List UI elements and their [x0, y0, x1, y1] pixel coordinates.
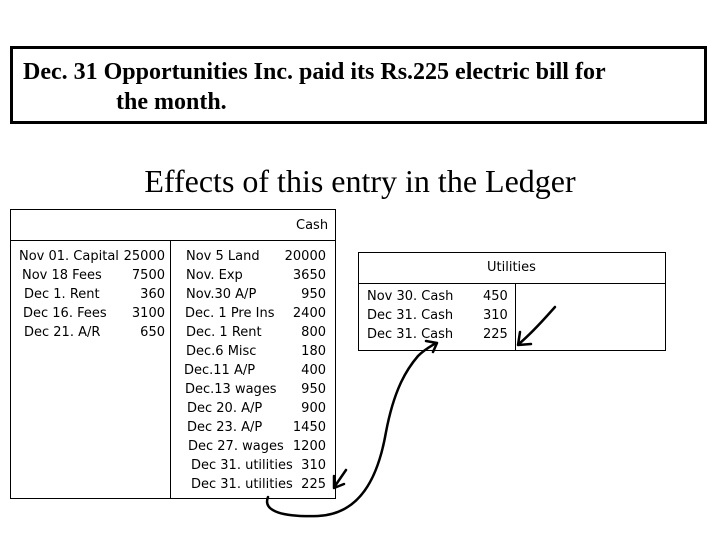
- entry-amount: 20000: [284, 249, 326, 264]
- entry-description-line-2: the month.: [116, 89, 227, 115]
- entry-amount: 3100: [131, 306, 165, 321]
- entry-amount: 360: [140, 287, 165, 302]
- entry-amount: 180: [301, 344, 326, 359]
- cash-title: Cash: [296, 218, 329, 233]
- entry-amount: 650: [140, 325, 165, 340]
- utilities-title: Utilities: [487, 260, 536, 275]
- entry-label: Nov. Exp: [186, 268, 243, 283]
- entry-description-line-1: Dec. 31 Opportunities Inc. paid its Rs.225 electric bill for: [23, 59, 606, 85]
- entry-label: Nov 18 Fees: [22, 268, 102, 283]
- entry-label: Nov 01. Capital: [19, 249, 119, 264]
- entry-amount: 2400: [292, 306, 326, 321]
- entry-label: Dec 31. utilities: [191, 477, 293, 492]
- entry-label: Dec 27. wages: [188, 439, 284, 454]
- entry-label: Dec.6 Misc: [186, 344, 257, 359]
- entry-amount: 7500: [131, 268, 165, 283]
- entry-amount: 310: [301, 458, 326, 473]
- utilities-debit-amount: 225: [483, 327, 508, 342]
- entry-label: Dec 20. A/P: [187, 401, 263, 416]
- entry-label: Dec 16. Fees: [23, 306, 107, 321]
- entry-amount: 400: [301, 363, 326, 378]
- entry-label: Nov 5 Land: [186, 249, 260, 264]
- entry-label: Dec.11 A/P: [184, 363, 256, 378]
- entry-label: Dec 21. A/R: [24, 325, 101, 340]
- page-heading: Effects of this entry in the Ledger: [144, 163, 576, 199]
- utilities-debit-label: Dec 31. Cash: [367, 308, 454, 323]
- curved-arrow-icon: [267, 343, 436, 516]
- utilities-debit-label: Dec 31. Cash: [367, 327, 454, 342]
- entry-amount: 1200: [292, 439, 326, 454]
- entry-label: Dec 23. A/P: [187, 420, 263, 435]
- utilities-debit-label: Nov 30. Cash: [367, 289, 454, 304]
- entry-amount: 225: [301, 477, 326, 492]
- entry-label: Dec. 1 Pre Ins: [185, 306, 275, 321]
- utilities-debit-amount: 310: [483, 308, 508, 323]
- entry-amount: 900: [301, 401, 326, 416]
- entry-amount: 25000: [123, 249, 165, 264]
- entry-label: Dec 1. Rent: [24, 287, 100, 302]
- entry-amount: 800: [301, 325, 326, 340]
- entry-label: Dec.13 wages: [185, 382, 277, 397]
- entry-amount: 950: [301, 382, 326, 397]
- entry-amount: 950: [301, 287, 326, 302]
- entry-label: Dec 31. utilities: [191, 458, 293, 473]
- utilities-debit-amount: 450: [483, 289, 508, 304]
- entry-label: Dec. 1 Rent: [186, 325, 262, 340]
- entry-amount: 1450: [292, 420, 326, 435]
- entry-label: Nov.30 A/P: [186, 287, 257, 302]
- entry-amount: 3650: [292, 268, 326, 283]
- short-arrow-icon: [520, 307, 555, 343]
